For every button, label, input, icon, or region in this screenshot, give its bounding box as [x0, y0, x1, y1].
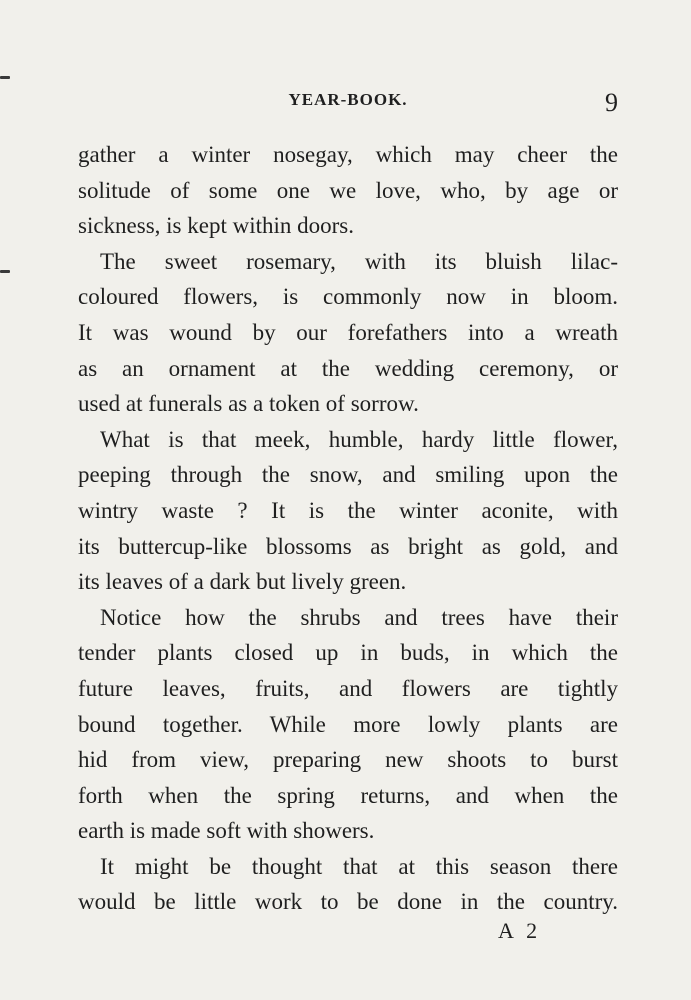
text-line: its buttercup-like blossoms as bright as gold, and: [78, 533, 618, 559]
text-line: solitude of some one we love, who, by age or: [78, 177, 618, 203]
page-edge-mark: [0, 270, 10, 273]
text-line: as an ornament at the wedding ceremony, or: [78, 355, 618, 381]
text-line: Notice how the shrubs and trees have their: [100, 604, 618, 630]
text-line: wintry waste ? It is the winter aconite, with: [78, 497, 618, 523]
text-line: forth when the spring returns, and when the: [78, 782, 618, 808]
text-line: What is that meek, humble, hardy little flower,: [100, 426, 618, 452]
running-head: YEAR-BOOK.: [288, 90, 408, 109]
text-line: future leaves, fruits, and flowers are tightly: [78, 675, 618, 701]
text-line: coloured flowers, is commonly now in bloom.: [78, 284, 618, 310]
text-line: It might be thought that at this season there: [100, 853, 618, 879]
page-edge-mark: [0, 76, 10, 79]
page-number: 9: [605, 88, 618, 117]
text-line: peeping through the snow, and smiling upon the: [78, 462, 618, 488]
text-line: sickness, is kept within doors.: [78, 213, 354, 239]
text-line: bound together. While more lowly plants are: [78, 711, 618, 737]
text-line: earth is made soft with showers.: [78, 818, 375, 844]
text-line: tender plants closed up in buds, in which the: [78, 640, 618, 666]
text-line: its leaves of a dark but lively green.: [78, 569, 407, 595]
text-line: The sweet rosemary, with its bluish lilac-: [100, 248, 618, 274]
text-line: would be little work to be done in the country.: [78, 889, 618, 915]
page-header: [78, 88, 618, 118]
body-text: [78, 137, 618, 920]
text-line: used at funerals as a token of sorrow.: [78, 391, 419, 417]
signature-mark: A 2: [498, 918, 542, 943]
text-line: gather a winter nosegay, which may cheer the: [78, 142, 618, 167]
text-line: It was wound by our forefathers into a wreath: [78, 319, 618, 345]
text-line: hid from view, preparing new shoots to burst: [78, 747, 618, 773]
